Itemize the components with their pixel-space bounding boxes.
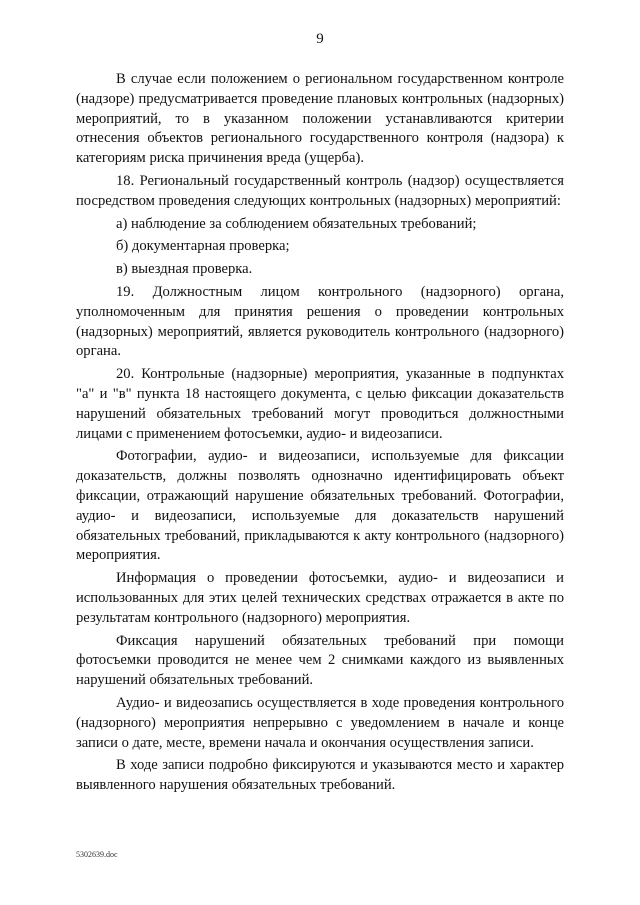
list-item-v: в) выездная проверка. — [116, 261, 253, 278]
paragraph-recording-info: Информация о проведении фотосъемки, аудио- и видеозаписи и использованных для этих целей технических средствах отражается в акте по результатам контрольного (надзорного) мероприятия. — [76, 570, 564, 626]
paragraph-photo-fixation: Фиксация нарушений обязательных требований при помощи фотосъемки проводится не менее чем 2 снимками каждого из выявленных нарушений обязательных требований. — [76, 632, 564, 689]
document-body — [76, 70, 564, 799]
footer-file-code: 5302639.doc — [76, 850, 118, 859]
paragraph-item-20: 20. Контрольные (надзорные) мероприятия, указанные в подпунктах "а" и "в" пункта 18 настоящего документа, с целью фиксации доказательств нарушений обязательных требований могут проводиться должностными лицами с применением фотосъемки, аудио- и видеозаписи. — [76, 366, 564, 442]
paragraph-recording-details: В ходе записи подробно фиксируются и указываются место и характер выявленного нарушения обязательных требований. — [76, 757, 564, 794]
paragraph-item-19: 19. Должностным лицом контрольного (надзорного) органа, уполномоченным для принятия решения о проведении контрольных (надзорных) мероприятий, является руководитель контрольного (надзорного) органа. — [76, 283, 564, 360]
page-number: 9 — [316, 31, 324, 47]
paragraph-planned-inspections: В случае если положением о региональном государственном контроле (надзоре) предусматривается проведение плановых контрольных (надзорных) мероприятий, то в указанном положении устанавливаются критерии отнесения объектов регионального государственного контроля (надзора) к категориям риска причинения вреда (ущерба). — [76, 71, 564, 167]
list-item-a: а) наблюдение за соблюдением обязательных требований; — [116, 215, 477, 232]
paragraph-audio-video: Аудио- и видеозапись осуществляется в ходе проведения контрольного (надзорного) мероприятия непрерывно с уведомлением в начале и конце записи о дате, месте, времени начала и окончания осуществления записи. — [76, 694, 564, 751]
list-item-b: б) документарная проверка; — [116, 238, 290, 255]
paragraph-photo-evidence: Фотографии, аудио- и видеозаписи, используемые для фиксации доказательств, должны позволять однозначно идентифицировать объект фиксации, отражающий нарушение обязательных требований. Фотографии, аудио- и видеозаписи, используемые для доказательств нарушений обязательных требований, прикладываются к акту контрольного (надзорного) мероприятия. — [76, 448, 564, 564]
paragraph-item-18: 18. Региональный государственный контроль (надзор) осуществляется посредством проведения следующих контрольных (надзорных) мероприятий: — [76, 172, 564, 209]
